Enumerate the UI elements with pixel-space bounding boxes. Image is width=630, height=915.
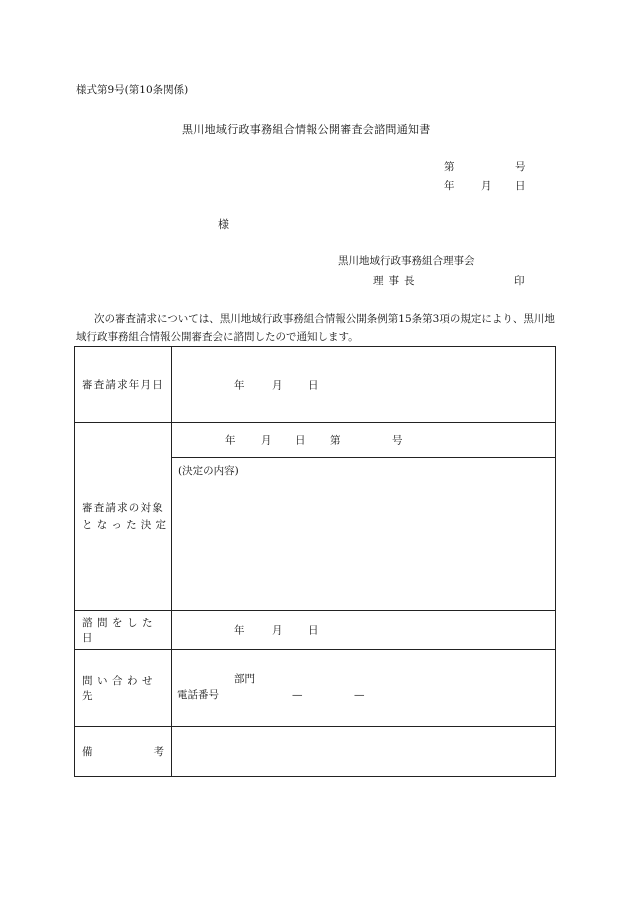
issuer-title: 理事長 [373, 275, 420, 287]
value-contact[interactable] [172, 650, 556, 727]
label-consult-date: 諮問をした日 [75, 611, 172, 650]
label-remarks-a: 備 [82, 746, 93, 758]
body-sentence: 次の審査請求については、黒川地域行政事務組合情報公開条例第15条第3項の規定により、黒川地域行政事務組合情報公開審査会に諮問したので通知します。 [76, 313, 555, 343]
form-number: 様式第9号(第10条関係) [76, 84, 189, 96]
label-decision-line1: 審査請求の対象 [82, 501, 164, 514]
decision-date-line[interactable] [172, 423, 555, 458]
decision-content-caption: (決定の内容) [178, 465, 239, 477]
label-contact: 問い合わせ先 [75, 650, 172, 727]
issue-date-year: 年 [444, 180, 455, 192]
request-date-year: 年 [234, 379, 245, 391]
label-remarks [75, 727, 172, 777]
decision-year: 年 [225, 434, 236, 447]
label-decision-line2: となった決定 [82, 518, 171, 531]
label-request-date: 審査請求年月日 [75, 347, 172, 423]
value-request-date[interactable] [172, 347, 556, 423]
document-number-prefix: 第 [444, 161, 455, 173]
consult-date-year: 年 [234, 624, 245, 637]
value-remarks[interactable] [172, 727, 556, 777]
decision-day: 日 [295, 434, 306, 447]
label-remarks-b: 考 [153, 746, 164, 758]
consult-date-month: 月 [272, 624, 283, 637]
document-number-suffix: 号 [515, 161, 526, 173]
issue-date-day: 日 [515, 180, 526, 192]
page-title: 黒川地域行政事務組合情報公開審査会諮問通知書 [182, 123, 431, 136]
decision-month: 月 [261, 434, 272, 447]
issuer-organization: 黒川地域行政事務組合理事会 [338, 255, 475, 267]
value-consult-date[interactable] [172, 611, 556, 650]
request-date-day: 日 [308, 379, 319, 391]
decision-number-suffix: 号 [392, 434, 403, 447]
value-decision [172, 423, 556, 611]
decision-number-prefix: 第 [330, 434, 341, 447]
issuer-seal: 印 [514, 275, 525, 287]
consult-date-day: 日 [308, 624, 319, 637]
label-decision [75, 423, 172, 611]
decision-content-area[interactable] [172, 458, 555, 576]
contact-department: 部門 [234, 673, 255, 685]
issue-date-month: 月 [481, 180, 492, 192]
form-table [74, 346, 556, 777]
contact-phone-dash-2: — [354, 689, 365, 701]
row-contact [75, 650, 556, 727]
row-request-date [75, 347, 556, 423]
row-decision [75, 423, 556, 611]
body-text [76, 310, 556, 346]
contact-phone-dash-1: — [292, 689, 303, 701]
contact-phone-label: 電話番号 [177, 689, 219, 701]
row-consult-date [75, 611, 556, 650]
addressee-suffix: 様 [218, 218, 229, 231]
row-remarks [75, 727, 556, 777]
request-date-month: 月 [272, 379, 283, 391]
